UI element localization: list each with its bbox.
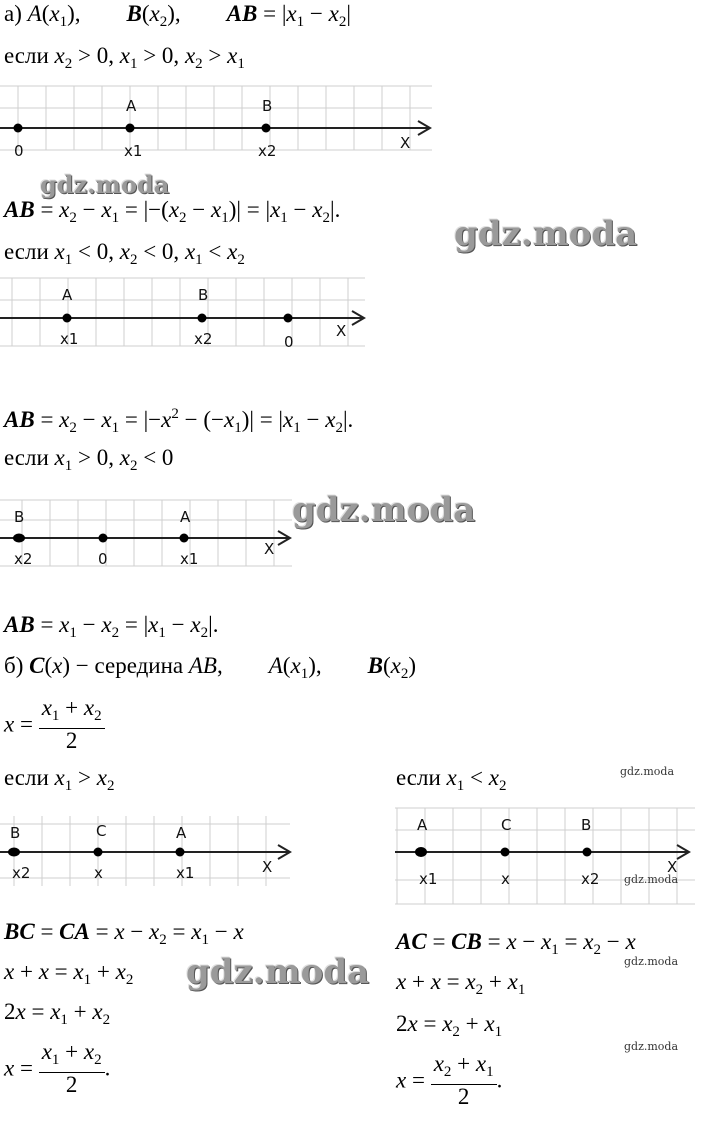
svg-text:x1: x1 (176, 864, 195, 882)
part-a-header: а) $A(x_1)$, $B(x_2)$, AB = $|x_1 - x_2|$ (4, 1, 351, 30)
label-a: A (126, 97, 137, 115)
svg-text:X: X (667, 858, 678, 876)
svg-text:x2: x2 (194, 330, 213, 348)
svg-text:x: x (94, 864, 103, 882)
case3-text: если $x_1 > 0$, $x_2 < 0$ (4, 445, 174, 474)
svg-text:A: A (176, 824, 187, 842)
number-line-3 (0, 494, 300, 574)
watermark: gdz.moda (624, 955, 679, 968)
left-line2: $x + x = x_1 + x_2$ (4, 959, 134, 988)
watermark: gdz.moda (624, 1040, 679, 1053)
case1-text: если $x_2 > 0$, $x_1 > 0$, $x_2 > x_1$ (4, 43, 245, 72)
label-b: B (262, 97, 273, 115)
watermark: gdz.moda (620, 765, 675, 778)
svg-text:A: A (62, 286, 73, 304)
svg-text:x1: x1 (60, 330, 79, 348)
watermark: gdz.moda (454, 214, 638, 254)
svg-text:X: X (262, 858, 273, 876)
number-line-left (0, 806, 300, 888)
right-line2: $x + x = x_2 + x_1$ (396, 969, 526, 998)
svg-text:x2: x2 (581, 870, 600, 888)
svg-text:x2: x2 (12, 864, 31, 882)
svg-text:X: X (264, 540, 275, 558)
label-x2: x2 (258, 142, 277, 160)
right-line3: $2x = x_2 + x_1$ (396, 1011, 503, 1040)
point-origin (14, 124, 23, 133)
label-0: 0 (14, 142, 24, 160)
left-line3: $2x = x_1 + x_2$ (4, 999, 111, 1028)
svg-text:B: B (14, 508, 25, 526)
svg-text:C: C (96, 822, 107, 840)
result3: AB = $x_1 - x_2 = |x_1 - x_2|$. (4, 612, 219, 641)
case2-text: если $x_1 < 0$, $x_2 < 0$, $x_1 < x_2$ (4, 239, 245, 268)
watermark: gdz.moda (40, 170, 170, 199)
watermark: gdz.moda (292, 490, 476, 530)
svg-text:C: C (501, 816, 512, 834)
right-line4: x = $\frac{x_2 + x_1}{2}$ . (396, 1051, 503, 1109)
svg-text:A: A (180, 508, 191, 526)
result2: AB = $x_2 - x_1 = |-x^2 - (-x_1)| = |x_1 - x_2|$. (4, 406, 354, 436)
right-line1: AC = CB = $x - x_1 = x_2 - x$ (396, 929, 636, 958)
svg-text:B: B (198, 286, 209, 304)
watermark: gdz.moda (624, 873, 679, 886)
left-line1: BC = CA = $x - x_2 = x_1 - x$ (4, 919, 244, 948)
svg-text:A: A (417, 816, 428, 834)
part-b-header: б) C(x) − середина AB, $A(x_1)$, $B(x_2)$ (4, 653, 417, 682)
result1: AB = $x_2 - x_1 = |-(x_2 - x_1)| = |x_1 - x_2|$. (4, 197, 341, 226)
left-case-text: если $x_1 > x_2$ (4, 765, 115, 794)
number-line-right (395, 806, 707, 906)
right-case-text: если $x_1 < x_2$ (396, 765, 507, 794)
left-line4: x = $\frac{x_1 + x_2}{2}$ . (4, 1039, 111, 1097)
axis-name: X (400, 134, 411, 152)
svg-text:x1: x1 (419, 870, 438, 888)
point-a (126, 124, 135, 133)
svg-text:0: 0 (98, 550, 108, 568)
svg-text:0: 0 (284, 333, 294, 351)
svg-text:B: B (581, 816, 592, 834)
midpoint-formula: x = $\frac{x_1 + x_2}{2}$ (4, 696, 105, 753)
svg-text:x: x (501, 870, 510, 888)
label-x1: x1 (124, 142, 143, 160)
watermark: gdz.moda (186, 952, 370, 992)
number-line-2 (0, 272, 370, 357)
svg-text:x1: x1 (180, 550, 199, 568)
svg-text:X: X (336, 322, 347, 340)
svg-text:x2: x2 (14, 550, 33, 568)
point-b (262, 124, 271, 133)
number-line-1 (0, 78, 440, 158)
svg-text:B: B (10, 824, 21, 842)
